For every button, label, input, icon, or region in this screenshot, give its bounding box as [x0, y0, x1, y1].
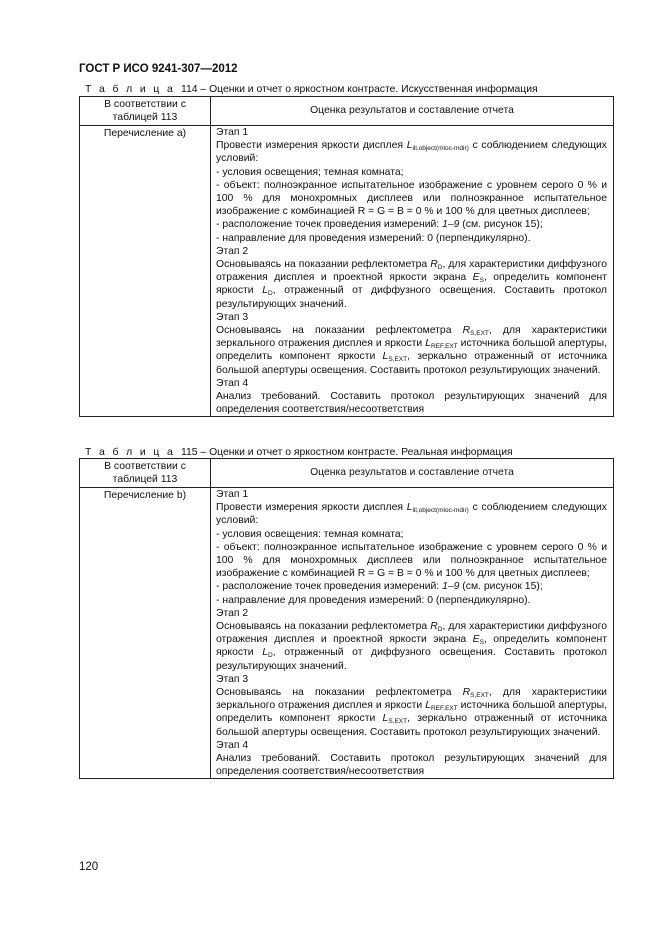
stage-4-text: Анализ требований. Составить протокол результирующих значений для определения соответствия/несоответствия	[216, 753, 607, 778]
stage-1-intro: Провести измерения яркости дисплея $L_{ill,object(mloc-mdir)}$ с соблюдением следующих условий:	[216, 502, 607, 527]
condition-object: - объект: полноэкранное испытательное изображение с уровнем серого 0 % и 100 % для монохромных дисплеев или полноэкранное испытательное изображение с комбинацией R = G = B = 0 % и 100 % для цветных дисплеев;	[216, 179, 607, 218]
table-header-row	[80, 459, 614, 488]
row-label: Перечисление b)	[80, 488, 211, 779]
stage-3-title: Этап 3	[216, 673, 249, 685]
stage-3-text: Основываясь на показании рефлектометра $R_{S,EXT}$, для характеристики зеркального отражения дисплея и яркости $L_{REF,EXT}$ источника большой апертуры, определить компонент яркости $L_{S,EXT}$, зеркально отраженный от источника большой апертуры освещения. Составить протокол результирующих значений.	[216, 687, 607, 738]
stage-1-title: Этап 1	[216, 127, 249, 138]
caption-text: 115 – Оценки и отчет о яркостном контрасте. Реальная информация	[180, 447, 513, 458]
condition-points: - расположение точек проведения измерений: 1–9 (см. рисунок 15);	[216, 219, 543, 231]
stage-4-title: Этап 4	[216, 377, 249, 389]
evaluation-cell	[211, 488, 614, 779]
stage-4-title: Этап 4	[216, 739, 249, 751]
table-114	[79, 96, 614, 417]
caption-word: Т а б л и ц а	[85, 84, 176, 95]
table-row	[80, 488, 614, 779]
stage-2-title: Этап 2	[216, 607, 249, 619]
condition-object: - объект: полноэкранное испытательное изображение с уровнем серого 0 % и 100 % для монохромных дисплеев или полноэкранное испытательное изображение с комбинацией R = G = B = 0 % и 100 % для цветных дисплеев;	[216, 541, 607, 580]
condition-points: - расположение точек проведения измерений: 1–9 (см. рисунок 15);	[216, 581, 543, 593]
stage-4-text: Анализ требований. Составить протокол результирующих значений для определения соответствия/несоответствия	[216, 391, 607, 416]
condition-direction: - направление для проведения измерений: 0 (перпендикулярно).	[216, 594, 531, 606]
stage-2-text: Основываясь на показании рефлектометра $R_D$, для характеристики диффузного отражения дисплея и проектной яркости экрана $E_S$, определить компонент яркости $L_D$, отраженный от диффузного освещения. Составить протокол результирующих значений.	[216, 259, 608, 310]
stage-2-title: Этап 2	[216, 245, 249, 257]
table-row	[80, 126, 614, 417]
document-header: ГОСТ Р ИСО 9241-307—2012	[79, 63, 238, 75]
caption-text: 114 – Оценки и отчет о яркостном контрасте. Искусственная информация	[180, 84, 538, 95]
col-header-evaluation: Оценка результатов и составление отчета	[211, 459, 614, 488]
stage-1-title: Этап 1	[216, 489, 249, 500]
evaluation-cell	[211, 126, 614, 417]
stage-3-title: Этап 3	[216, 311, 249, 323]
table-115	[79, 458, 614, 779]
col-header-reference: В соответствии с таблицей 113	[80, 459, 211, 488]
stage-1-intro: Провести измерения яркости дисплея $L_{ill,object(mloc-mdir)}$ с соблюдением следующих условий:	[216, 140, 607, 165]
stage-2-text: Основываясь на показании рефлектометра $R_D$, для характеристики диффузного отражения дисплея и проектной яркости экрана $E_S$, определить компонент яркости $L_D$, отраженный от диффузного освещения. Составить протокол результирующих значений.	[216, 621, 608, 672]
condition-lighting: - условия освещения: темная комната;	[216, 528, 404, 540]
page-number: 120	[79, 861, 99, 873]
condition-direction: - направление для проведения измерений: 0 (перпендикулярно).	[216, 232, 531, 244]
col-header-reference: В соответствии с таблицей 113	[80, 97, 211, 126]
col-header-evaluation: Оценка результатов и составление отчета	[211, 97, 614, 126]
table-114-caption	[85, 83, 538, 96]
caption-word: Т а б л и ц а	[85, 447, 176, 458]
condition-lighting: - условия освещения; темная комната;	[216, 166, 404, 178]
row-label: Перечисление a)	[80, 126, 211, 417]
stage-3-text: Основываясь на показании рефлектометра $R_{S,EXT}$, для характеристики зеркального отражения дисплея и яркости $L_{REF,EXT}$ источника большой апертуры, определить компонент яркости $L_{S,EXT}$, зеркально отраженный от источника большой апертуры освещения. Составить протокол результирующих значений.	[216, 325, 607, 376]
table-header-row	[80, 97, 614, 126]
